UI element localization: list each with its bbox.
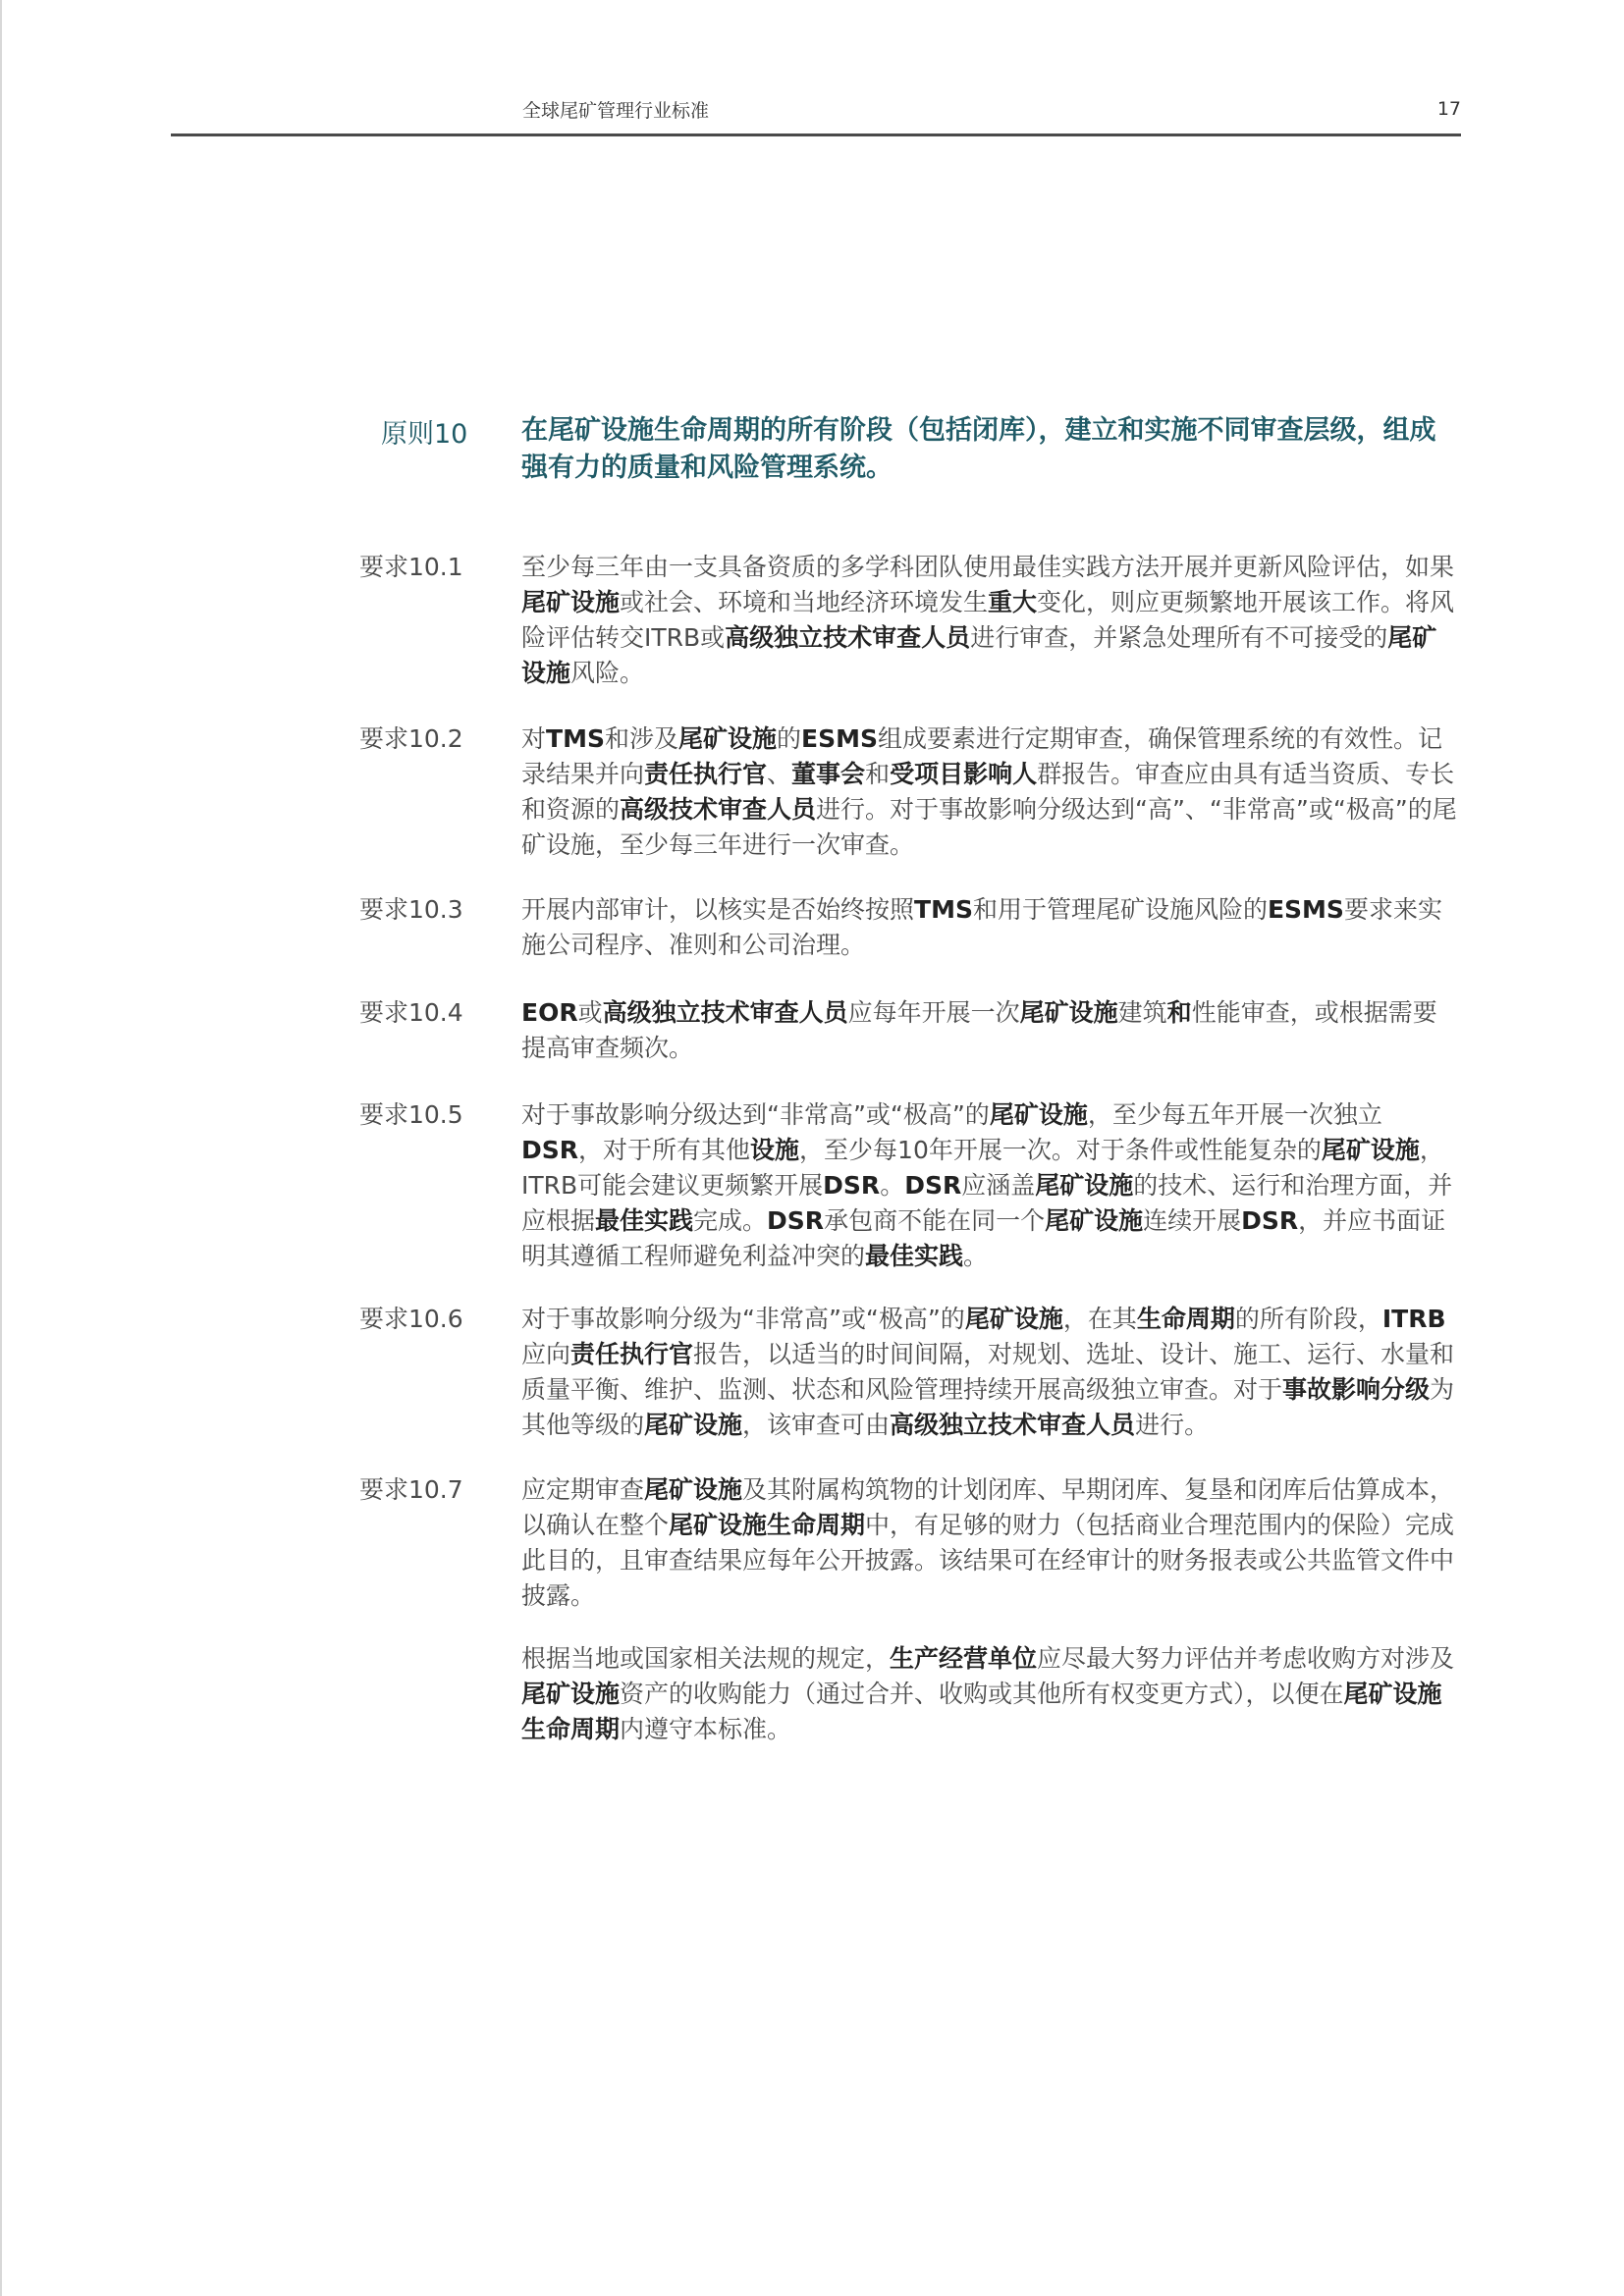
defined-term: 尾矿设施 [1035,1171,1134,1200]
text-run: 组成要素进行定期审查，确保管理系统的有效性。记录结果并向 [521,724,1442,788]
text-run: 应定期审查 [521,1475,645,1504]
text-run: 变化，则应更频繁地开展该工作。将风险评估转交ITRB或 [521,588,1455,652]
requirement-text [521,721,1461,863]
text-run: 进行。 [1135,1411,1210,1439]
principle-label: 原则10 [381,419,468,450]
defined-term: 高级独立技术审查人员 [725,623,971,652]
defined-term: 尾矿设施 [1019,998,1118,1027]
defined-term: 生命周期 [1136,1305,1235,1333]
text-run: 对于事故影响分级为“非常高”或“极高”的 [521,1305,965,1333]
defined-term: 尾矿设施 [1045,1206,1144,1235]
defined-term: 和 [1166,998,1192,1027]
text-run: ，ITRB可能会建议更频繁开展 [521,1136,1444,1200]
text-run: 、 [767,760,792,788]
text-run: 的 [776,724,801,753]
defined-term: 尾矿设施 [989,1100,1088,1129]
text-run: 至少每三年由一支具备资质的多学科团队使用最佳实践方法开展并更新风险评估，如果 [521,553,1455,581]
defined-term: 尾矿设施 [521,588,621,616]
defined-term: 尾矿设施 [964,1305,1063,1333]
defined-term: TMS [914,895,973,924]
defined-term: DSR [904,1171,962,1200]
text-run: 风险。 [570,659,645,687]
text-run: ，并应书面证明其遵循工程师避免利益冲突的 [521,1206,1446,1270]
defined-term: 尾矿设施 [644,1411,743,1439]
requirement-label: 要求10.5 [359,1100,463,1129]
text-run: 中，有足够的财力（包括商业合理范围内的保险）完成此目的，且审查结果应每年公开披露。该结果可在经审计的财务报表或公共监管文件中披露。 [521,1511,1455,1610]
text-run: ，至少每五年开展一次独立 [1087,1100,1382,1129]
defined-term: 生产经营单位 [890,1644,1038,1673]
defined-term: EOR [521,998,578,1027]
text-run: 对 [521,724,547,753]
requirement-text [521,550,1461,691]
text-run: 资产的收购能力（通过合并、收购或其他所有权变更方式），以便在 [620,1680,1344,1708]
requirement-label: 要求10.4 [359,998,463,1027]
defined-term: 尾矿设施 [644,1475,743,1504]
requirement-text [521,1097,1461,1274]
text-run: 承包商不能在同一个 [824,1206,1046,1235]
text-run: 报告，以适当的时间间隔，对规划、选址、设计、施工、运行、水量和质量平衡、维护、监测、状态和风险管理持续开展高级独立审查。对于 [521,1340,1455,1404]
text-run: 要求来实施公司程序、准则和公司治理。 [521,895,1442,959]
text-run: 连续开展 [1143,1206,1242,1235]
text-run: 建筑 [1117,998,1167,1027]
defined-term: 受项目影响人 [890,760,1038,788]
text-run: 为其他等级的 [521,1375,1455,1439]
text-run: 完成。 [693,1206,768,1235]
defined-term: TMS [546,724,605,753]
page-number: 17 [1436,98,1461,120]
requirement-text [521,995,1461,1066]
defined-term: DSR [521,1136,579,1164]
defined-term: 高级技术审查人员 [620,795,817,824]
text-run: ，至少每10年开展一次。对于条件或性能复杂的 [799,1136,1322,1164]
defined-term: 重大 [988,588,1038,616]
requirement-label: 要求10.1 [359,553,463,581]
defined-term: 尾矿设施 [521,1680,621,1708]
defined-term: 责任执行官 [644,760,768,788]
defined-term: DSR [767,1206,825,1235]
text-run: 内遵守本标准。 [620,1715,792,1743]
text-run: 进行审查，并紧急处理所有不可接受的 [970,623,1388,652]
text-run: 。 [880,1171,905,1200]
defined-term: ESMS [1267,895,1344,924]
text-run: ，该审查可由 [742,1411,891,1439]
defined-term: 尾矿设施 [1321,1136,1420,1164]
document-title: 全球尾矿管理行业标准 [522,100,710,122]
requirement-label: 要求10.6 [359,1305,463,1333]
text-run: 群报告。审查应由具有适当资质、专长和资源的 [521,760,1455,824]
text-run: 应尽最大努力评估并考虑收购方对涉及 [1037,1644,1455,1673]
text-run: 性能审查，或根据需要提高审查频次。 [521,998,1437,1062]
defined-term: ESMS [801,724,878,753]
text-run: 的技术、运行和治理方面，并应根据 [521,1171,1453,1235]
defined-term: 尾矿设施 [521,623,1437,687]
text-run: 或 [577,998,603,1027]
defined-term: 责任执行官 [570,1340,694,1368]
text-run: 的所有阶段， [1234,1305,1382,1333]
requirement-text [521,1641,1461,1747]
defined-term: 董事会 [791,760,866,788]
defined-term: 尾矿设施生命周期 [669,1511,866,1539]
text-run: ，对于所有其他 [578,1136,751,1164]
text-run: 对于事故影响分级达到“非常高”或“极高”的 [521,1100,990,1129]
text-run: 应每年开展一次 [847,998,1020,1027]
text-run: 开展内部审计，以核实是否始终按照 [521,895,915,924]
text-run: 根据当地或国家相关法规的规定， [521,1644,891,1673]
defined-term: 最佳实践 [865,1242,964,1270]
text-run: 。 [963,1242,989,1270]
requirement-text [521,1472,1461,1614]
text-run: 和涉及 [604,724,678,753]
text-run: 和 [865,760,891,788]
text-run: 或社会、环境和当地经济环境发生 [620,588,989,616]
text-run: 和用于管理尾矿设施风险的 [972,895,1268,924]
defined-term: 事故影响分级 [1282,1375,1431,1404]
defined-term: 最佳实践 [595,1206,694,1235]
defined-term: ITRB [1381,1305,1446,1333]
requirement-text [521,892,1461,963]
defined-term: 设施 [750,1136,800,1164]
requirement-label: 要求10.2 [359,724,463,753]
principle-text: 在尾矿设施生命周期的所有阶段（包括闭库），建立和实施不同审查层级，组成强有力的质量和风险管理系统。 [521,415,1436,483]
text-run: 应向 [521,1340,571,1368]
requirement-label: 要求10.3 [359,895,463,924]
text-run: 进行。对于事故影响分级达到“高”、“非常高”或“极高”的尾矿设施，至少每三年进行一次审查。 [521,795,1457,859]
defined-term: 尾矿设施 [677,724,777,753]
defined-term: DSR [1241,1206,1299,1235]
text-run: ，在其 [1062,1305,1137,1333]
defined-term: 高级独立技术审查人员 [602,998,848,1027]
text-run: 应涵盖 [961,1171,1036,1200]
requirement-label: 要求10.7 [359,1475,463,1504]
defined-term: 尾矿设施生命周期 [521,1680,1442,1743]
text-run: 及其附属构筑物的计划闭库、早期闭库、复垦和闭库后估算成本，以确认在整个 [521,1475,1455,1539]
page-header [171,90,1461,136]
requirement-text [521,1302,1461,1443]
defined-term: DSR [823,1171,881,1200]
defined-term: 高级独立技术审查人员 [890,1411,1136,1439]
